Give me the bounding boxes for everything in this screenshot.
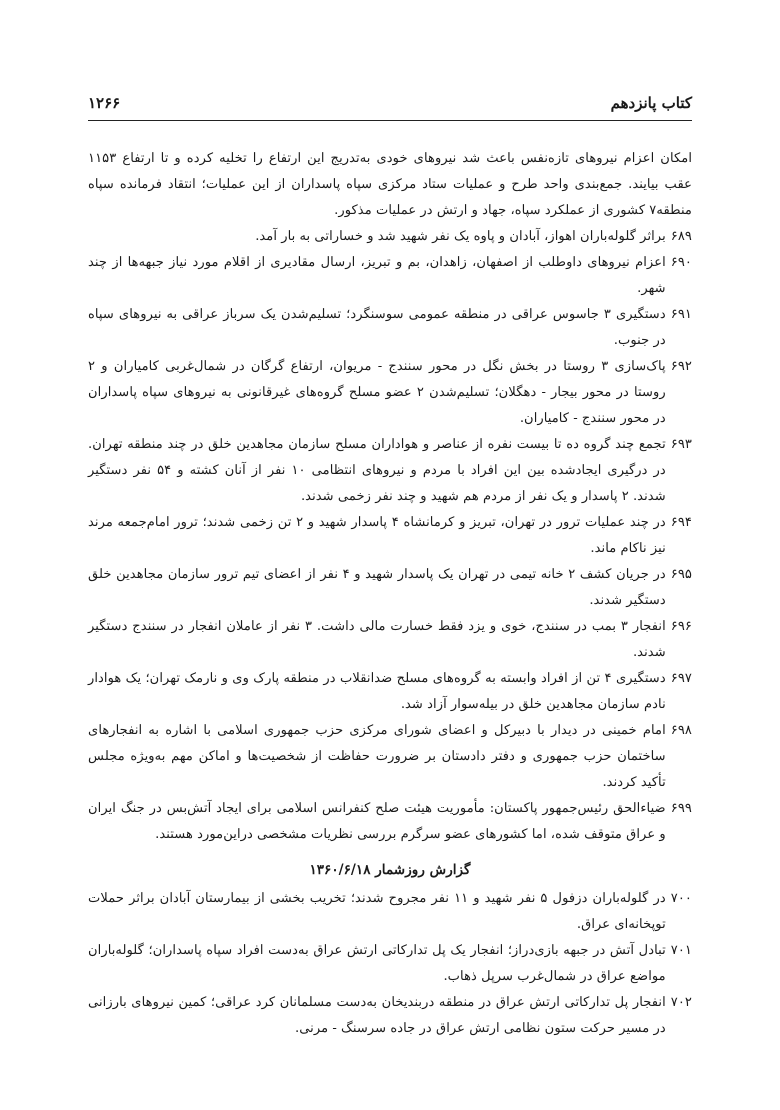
entry-item xyxy=(88,886,692,938)
entry-item xyxy=(88,250,692,302)
entry-item xyxy=(88,614,692,666)
entry-item xyxy=(88,938,692,990)
entry-number: ۶۹۴ xyxy=(670,515,692,530)
entry-number: ۶۹۱ xyxy=(670,307,692,322)
entry-text: پاک‌سازی ۳ روستا در بخش نگل در محور سنندج - مریوان، ارتفاع گرگان در شمال‌غربی کامیاران و ۲ روستا در محور بیجار - دهگلان؛ تسلیم‌شدن ۲ عضو مسلح گروه‌های غیرقانونی به نیروهای سپاه پاسداران در محور سنندج - کامیاران. xyxy=(88,359,666,426)
entry-item xyxy=(88,718,692,796)
entry-number: ۶۹۹ xyxy=(670,801,692,816)
entry-number: ۶۹۷ xyxy=(670,671,692,686)
entry-text: انفجار ۳ بمب در سنندج، خوی و یزد فقط خسارت مالی داشت. ۳ نفر از عاملان انفجار در سنندج دستگیر شدند. xyxy=(88,619,666,660)
entry-text: امام خمینی در دیدار با دبیرکل و اعضای شورای مرکزی حزب جمهوری اسلامی با اشاره به انفجارهای ساختمان حزب جمهوری و دفتر دادستان بر ضرورت حفاظت از شخصیت‌ها و اماکن مهم به‌ویژه مجلس تأکید کردند. xyxy=(88,723,666,790)
page-number: ۱۲۶۶ xyxy=(88,94,121,112)
entry-number: ۶۸۹ xyxy=(670,229,692,244)
entry-number: ۷۰۱ xyxy=(670,943,692,958)
entry-number: ۷۰۲ xyxy=(670,995,692,1010)
entry-item xyxy=(88,796,692,848)
entry-item xyxy=(88,302,692,354)
entry-number: ۶۹۰ xyxy=(670,255,692,270)
entry-text: در گلوله‌باران دزفول ۵ نفر شهید و ۱۱ نفر مجروح شدند؛ تخریب بخشی از بیمارستان آبادان براثر حملات توپخانه‌ای عراق. xyxy=(88,891,666,932)
entry-number: ۶۹۵ xyxy=(670,567,692,582)
entry-text: براثر گلوله‌باران اهواز، آبادان و پاوه یک نفر شهید شد و خساراتی به بار آمد. xyxy=(255,229,666,244)
entry-text: اعزام نیروهای داوطلب از اصفهان، زاهدان، بم و تبریز، ارسال مقادیری از اقلام مورد نیاز جبهه‌ها از چند شهر. xyxy=(88,255,666,296)
entry-number: ۷۰۰ xyxy=(670,891,692,906)
entry-text: دستگیری ۳ جاسوس عراقی در منطقه عمومی سوسنگرد؛ تسلیم‌شدن یک سرباز عراقی به نیروهای سپاه در جنوب. xyxy=(88,307,666,348)
section-heading: گزارش روزشمار ۱۳۶۰/۶/۱۸ xyxy=(309,862,471,878)
book-title: کتاب پانزدهم xyxy=(610,94,692,112)
intro-paragraph: امکان اعزام نیروهای تازه‌نفس باعث شد نیروهای خودی به‌تدریج این ارتفاع را تخلیه کرده و تا ارتفاع ۱۱۵۳ عقب بیایند. جمع‌بندی واحد طرح و عملیات ستاد مرکزی سپاه پاسداران از این عملیات؛ انتقاد فرمانده سپاه منطقه۷ کشوری از عملکرد سپاه، جهاد و ارتش در عملیات مذکور. xyxy=(88,151,692,218)
entry-text: ضیاءالحق رئیس‌جمهور پاکستان: مأموریت هیئت صلح کنفرانس اسلامی برای ایجاد آتش‌بس در جنگ ایران و عراق متوقف شده، اما کشورهای عضو سرگرم بررسی نظریات مشخصی دراین‌مورد هستند. xyxy=(88,801,666,842)
page-body xyxy=(88,146,692,1042)
entry-text: انفجار پل تدارکاتی ارتش عراق در منطقه دربندیخان به‌دست مسلمانان کرد عراقی؛ کمین نیروهای بارزانی در مسیر حرکت ستون نظامی ارتش عراق در جاده سرسنگ - مرنی. xyxy=(88,995,666,1036)
entry-text: دستگیری ۴ تن از افراد وابسته به گروه‌های مسلح ضدانقلاب در منطقه پارک وی و نارمک تهران؛ یک هوادار نادم سازمان مجاهدین خلق در بیله‌سوار آزاد شد. xyxy=(88,671,666,712)
header-rule xyxy=(88,120,692,121)
page-header xyxy=(88,92,692,114)
entry-item xyxy=(88,432,692,510)
entry-number: ۶۹۳ xyxy=(670,437,692,452)
entry-text: تجمع چند گروه ده تا بیست نفره از عناصر و هواداران مسلح سازمان مجاهدین خلق در چند منطقه تهران. در درگیری ایجادشده بین این افراد با مردم و نیروهای انتظامی ۱۰ نفر از آنان کشته و ۵۴ نفر دستگیر شدند. ۲ پاسدار و یک نفر از مردم هم شهید و چند نفر زخمی شدند. xyxy=(88,437,666,504)
entry-item xyxy=(88,224,692,250)
entry-item xyxy=(88,666,692,718)
entry-text: در جریان کشف ۲ خانه تیمی در تهران یک پاسدار شهید و ۴ نفر از اعضای تیم ترور سازمان مجاهدین خلق دستگیر شدند. xyxy=(88,567,666,608)
entry-item xyxy=(88,990,692,1042)
entry-item xyxy=(88,562,692,614)
entry-text: تبادل آتش در جبهه بازی‌دراز؛ انفجار یک پل تدارکاتی ارتش عراق به‌دست افراد سپاه پاسداران؛ گلوله‌باران مواضع عراق در شمال‌غرب سرپل ذهاب. xyxy=(88,943,666,984)
entry-item xyxy=(88,354,692,432)
entry-item xyxy=(88,510,692,562)
entry-text: در چند عملیات ترور در تهران، تبریز و کرمانشاه ۴ پاسدار شهید و ۲ تن زخمی شدند؛ ترور امام‌جمعه مرند نیز ناکام ماند. xyxy=(88,515,666,556)
entry-number: ۶۹۲ xyxy=(670,359,692,374)
entry-number: ۶۹۶ xyxy=(670,619,692,634)
entry-number: ۶۹۸ xyxy=(670,723,692,738)
